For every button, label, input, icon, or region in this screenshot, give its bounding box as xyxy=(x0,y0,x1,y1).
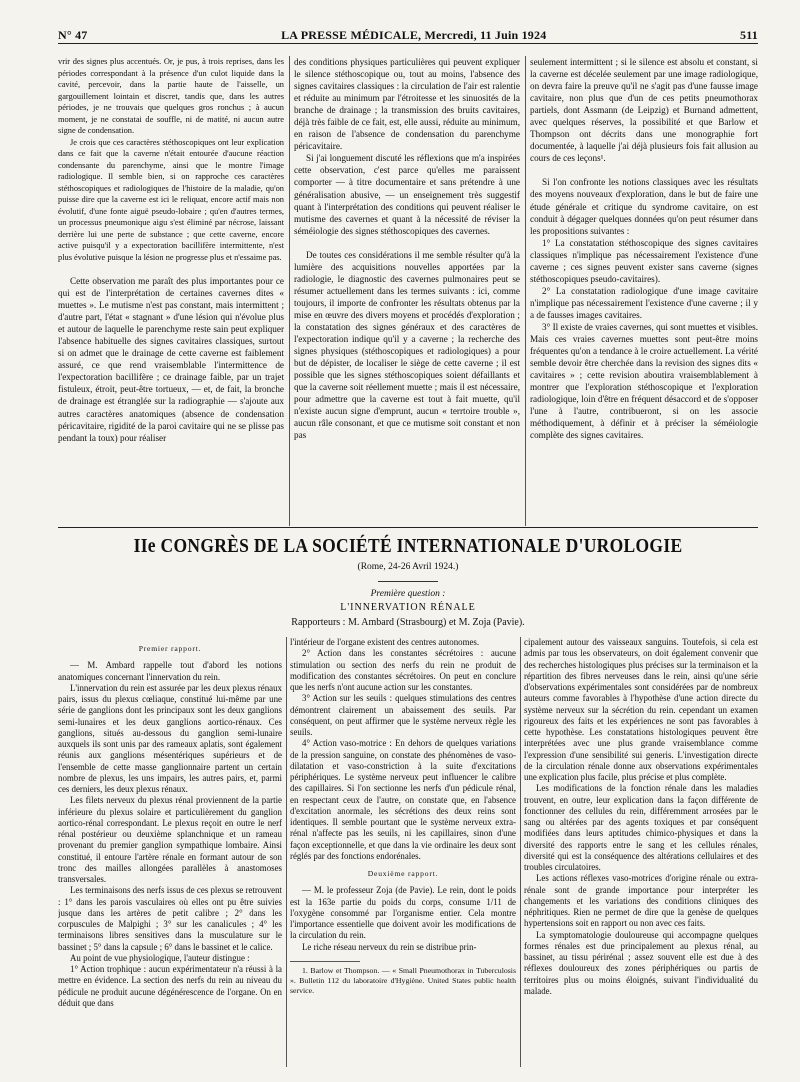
paragraph: des conditions physiques particulières qui peuvent expliquer le silence stéthoscopique ou, tout au moins, l'absence des signes cavitaires classiques : la circulation de l'air est ralentie et réduite au minimum par l'étroitesse et les sinuosités de la branche de drainage ; la transmission des bruits cavitaires, déjà très faible de ce fait, est, elle aussi, réduite au minimum, en raison de l'absence de condensation du parenchyme péricavitaire. xyxy=(294,57,520,152)
congress-subtitle: (Rome, 24-26 Avril 1924.) xyxy=(357,562,459,572)
top-column-1 xyxy=(58,56,284,526)
paragraph: Les filets nerveux du plexus rénal proviennent de la partie inférieure du plexus solaire et particulièrement du ganglion aortico-rénal correspondant. Le plexus reçoit en outre le nerf rénal postérieur ou deuxième splanchnique et un rameau provenant du premier ganglion sympathique lombaire. Ainsi constitué, il entoure l'artère rénale en formant autour de son tronc des mailles allongées parallèles à anastomoses transversales. xyxy=(58,795,282,884)
issue-number: N° 47 xyxy=(58,28,88,42)
paragraph: 3° Il existe de vraies cavernes, qui sont muettes et visibles. Mais ces vraies cavernes muettes sont peut-être moins fréquentes qu'on a tendance à le croire actuellement. La vérité semble devoir être cherchée dans la revision des signes dits « cavitaires » ; cette revision aboutira vraisemblablement à montrer que l'exploration stéthoscopique et l'exploration radiologique, loin d'être en fréquent désaccord et de s'opposer l'une à l'autre, contribueront, si on les associe méthodiquement, à définir et à préciser la séméiologie complète des signes cavitaires. xyxy=(530,321,758,441)
section-rule xyxy=(58,527,758,528)
column-rule xyxy=(289,56,290,526)
top-column-3 xyxy=(530,56,758,526)
paragraph: vrir des signes plus accentués. Or, je pus, à trois reprises, dans les périodes correspondant à la présence d'un culot liquide dans la cavité, percevoir, dans la partie haute de l'aisselle, un gargouillement lointain et discret, tandis que, dans les autres périodes, je ne trouvais que quelques gros ronchus ; à aucun moment, je ne constatai de souffle, ni de matité, ni aucun autre signe de condensation. xyxy=(58,57,284,135)
rapporteurs-line: Rapporteurs : M. Ambard (Strasbourg) et M. Zoja (Pavie). xyxy=(291,617,525,628)
paragraph: Cette observation me paraît des plus importantes pour ce qui est de l'interprétation de certaines cavernes dites « muettes ». Le mutisme n'est pas constant, mais intermittent ; d'autre part, l'état « stagnant » d'une lésion qui n'évolue plus et autour de laquelle le parenchyme reste sain peut expliquer l'absence habituelle des signes cavitaires classiques, surtout si on admet que le drainage de cette caverne est faiblement assuré, ce que rend vraisemblable l'intermittence de l'expectoration bacillifère ; ce drainage faible, par un trajet fistuleux, étroit, peut-être tortueux, — et, de fait, la bronche de drainage est étranglée sur la radiographie — s'ajoute aux autres caractères anatomiques (absence de condensation péricavitaire, rigidité de la paroi cavitaire qui ne se plisse pas pendant la toux) pour réaliser xyxy=(58,276,284,443)
paragraph: L'innervation du rein est assurée par les deux plexus rénaux pairs, issus du plexus cœliaque, constitué lui-même par une série de ganglions dont les principaux sont les deux ganglions semi-lunaires et les deux ganglions aortico-rénaux. Ces ganglions, situés au-dessous du ganglion semi-lunaire auxquels ils sont unis par des rameaux aplatis, sont également réunis aux ganglions mésentériques supérieurs et de l'ensemble de cette masse ganglionnaire partent un certain nombre de plexus, les uns impairs, les autres pairs, et, parmi ces derniers, les deux plexus rénaux. xyxy=(58,682,282,794)
column-rule xyxy=(286,637,287,1067)
paragraph: Les terminaisons des nerfs issus de ces plexus se retrouvent : 1° dans les parois vasculaires où elles ont pu être suivies jusque dans les artères de petit calibre ; 2° dans les corpuscules de Malpighi ; 3° sur les canalicules ; 4° les terminaisons libres sensitives dans la musculature sur le bassinet ; 5° dans la capsule ; 6° dans le bassinet et le calice. xyxy=(58,885,282,952)
paragraph: 3° Action sur les seuils : quelques stimulations des centres démontrent clairement un abaissement des seuils. Par conséquent, on peut affirmer que le système nerveux règle les seuils. xyxy=(290,693,516,737)
column-rule xyxy=(525,56,526,526)
paragraph: 2° Action dans les constantes sécrétoires : aucune stimulation ou section des nerfs du rein ne produit de modification des constantes sécrétoires. On peut en conclure que les nerfs n'ont aucune action sur les constantes. xyxy=(290,648,516,692)
column-rule xyxy=(520,637,521,1067)
article-top xyxy=(58,56,758,526)
paragraph: — M. le professeur Zoja (de Pavie). Le rein, dont le poids est la 163e partie du poids du corps, consume 1/11 de l'oxygène consommé par l'organisme entier. Cela montre l'importance essentielle que doivent avoir les modifications de la circulation du rein. xyxy=(290,885,516,941)
footnote: 1. Barlow et Thompson. — « Small Pneumothorax in Tuberculosis ». Bulletin 112 du laboratoire d'Hygiène. United States public health service. xyxy=(290,965,516,995)
paragraph: Au point de vue physiologique, l'auteur distingue : xyxy=(70,952,250,963)
paragraph: 4° Action vaso-motrice : En dehors de quelques variations de la pression sanguine, on constate des phénomènes de vaso-dilatation et vaso-constriction à la suite d'excitations périphériques. Le système nerveux peut influencer le calibre des capillaires. Si l'on sectionne les nerfs d'un pédicule rénal, en respectant ceux de l'autre, on constate que, en l'absence d'excitation anormale, les sécrétions des deux reins sont identiques. Il semble pourtant que le système nerveux extra-rénal n'affecte pas les seuils, ni les capillaires, sinon d'une façon exceptionnelle, et que dans la vie ordinaire les deux sont réglés par des fonctions endorénales. xyxy=(290,738,516,861)
bottom-column-2 xyxy=(290,637,516,1067)
bottom-column-3 xyxy=(524,637,758,1067)
report-heading: Premier rapport. xyxy=(138,644,202,653)
paragraph: cipalement autour des vaisseaux sanguins. Toutefois, si cela est admis par tous les observateurs, on doit également convenir que des recherches histologiques plus précises sur la terminaison et la répartition des fibres nerveuses dans le rein, ainsi qu'une série d'observations expérimentales sont considérées par de nombreux auteurs comme favorables à l'hypothèse d'une action directe du système nerveux sur la sécrétion du rein. cependant un examen rigoureux des faits et les expériences ne sont pas favorables à cette hypothèse. Les constatations histologiques peuvent être interprétées avec une plus grande vraisemblance comme l'expression d'une sensibilité sui generis. L'investigation directe de la circulation rénale donne aux observations expérimentales une explication plus facile, plus précise et plus complète. xyxy=(524,637,758,782)
paragraph: Je crois que ces caractères stéthoscopiques ont leur explication dans ce fait que la caverne n'était entourée d'aucune réaction condensante du parenchyme, ainsi que le montre l'image radiologique. Il semble bien, si on rapproche ces caractères stéthoscopiques et radiologiques de l'histoire de la maladie, qu'on puisse dire que la caverne est ici le reliquat, encore actif mais non évolutif, d'une fonte aiguë pseudo-lobaire ; qu'en d'autres termes, un processus pneumonique aigu s'est éliminé par nécrose, laissant derrière lui une perte de substance ; que cette caverne, encore active puisqu'il y a expectoration bacillifère intermittente, n'est plus évolutive puisque la lésion ne progresse plus et n'essaime pas. xyxy=(58,137,284,262)
paragraph: l'intérieur de l'organe existent des centres autonomes. xyxy=(290,637,480,647)
article-bottom xyxy=(58,637,758,1067)
bottom-column-1 xyxy=(58,637,282,1067)
paragraph: Si l'on confronte les notions classiques avec les résultats des moyens nouveaux d'exploration, dans le but de faire une étude générale et critique du syndrome cavitaire, on est conduit à dégager quelques données qu'on peut résumer dans les propositions suivantes : xyxy=(530,177,758,236)
paragraph: 1° La constatation stéthoscopique des signes cavitaires classiques n'implique pas nécessairement l'existence d'une caverne ; ces signes peuvent exister sans caverne (signes stéthoscopiques pseudo-cavitaires). xyxy=(530,237,758,284)
journal-title: LA PRESSE MÉDICALE, Mercredi, 11 Juin 1924 xyxy=(281,28,547,42)
paragraph: Si j'ai longuement discuté les réflexions que m'a inspirées cette observation, c'est parce qu'elles me paraissent comporter — à titre documentaire et sans prétendre à une généralisation abusive, — un enseignement très suggestif quant à l'interprétation des conditions qui peuvent réaliser le mutisme des cavernes et quant à la nécessité de réviser la séméiologie des signes stéthoscopiques des cavernes. xyxy=(294,153,520,236)
paragraph: Les modifications de la fonction rénale dans les maladies trouvent, en outre, leur explication dans la façon différente de fonctionner des cellules du rein, différemment arrosées par le sang ou altérées par des agents toxiques et par conséquent modifiées dans leurs aptitudes chimico-physiques et dans la diversité des rapports entre le sang et les cellules rénales, diversité qui est la conséquence des altérations cellulaires et des troubles circulatoires. xyxy=(524,783,758,872)
topic-title: L'INNERVATION RÉNALE xyxy=(340,602,476,613)
paragraph: — M. Ambard rappelle tout d'abord les notions anatomiques concernant l'innervation du rein. xyxy=(58,660,282,682)
paragraph: De toutes ces considérations il me semble résulter qu'à la lumière des acquisitions nouvelles apportées par la radiologie, le diagnostic des cavernes pulmonaires peut se résumer actuellement dans les termes suivants : ici, comme toujours, il importe de confronter les résultats obtenus par la mise en œuvre des divers moyens et procédés d'exploration ; la constatation des signes généraux et des caractères de l'expectoration indique qu'il y a caverne ; la recherche des signes physiques (stéthoscopiques et radiologiques) a pour but de dépister, de localiser le siège de cette caverne ; il est possible que les signes stéthoscopiques soient défaillants et que la caverne soit réellement muette ; mais il est nécessaire, pour admettre que la caverne est tout à fait muette, qu'il n'existe aucun signe d'emprunt, aucun « terrtoire trouble », aucun râle consonant, et que ce mutisme soit constant et non pas xyxy=(294,249,520,441)
paragraph: Le riche réseau nerveux du rein se distribue prin- xyxy=(302,941,477,952)
small-rule xyxy=(378,581,438,582)
top-column-2 xyxy=(294,56,520,526)
report-heading: Deuxième rapport. xyxy=(367,869,439,878)
paragraph: Les actions réflexes vaso-motrices d'origine rénale ou extra-rénale sont de grande importance pour interpréter les changements et les variations des conditions cliniques des néphritiques. Rien ne permet de dire que la genèse de quelques hypertensions soit en rapport ou non avec ces faits. xyxy=(524,873,758,929)
page-number: 511 xyxy=(740,28,758,42)
congress-title: IIe CONGRÈS DE LA SOCIÉTÉ INTERNATIONALE D'UROLOGIE xyxy=(133,533,683,557)
header-rule xyxy=(58,43,758,44)
paragraph: La symptomatologie douloureuse qui accompagne quelques formes rénales est due principalement au plexus rénal, au bassinet, au tissu périrénal ; assez souvent elle est due à des réflexes douloureux des zones périphériques ou partis de territoires plus ou moins éloignés, suivant l'individualité du malade. xyxy=(524,929,758,996)
paragraph: 1° Action trophique : aucun expérimentateur n'a réussi à la mettre en évidence. La section des nerfs du rein au niveau du pédicule ne produit aucune dégénérescence de l'organe. On en déduit que dans xyxy=(58,964,282,1008)
paragraph: 2° La constatation radiologique d'une image cavitaire n'implique pas nécessairement l'existence d'une caverne ; il y a de fausses images cavitaires. xyxy=(530,285,758,320)
footnote-rule xyxy=(290,961,360,962)
paragraph: seulement intermittent ; si le silence est absolu et constant, si la caverne est décelée seulement par une image radiologique, on devra faire la preuve qu'il ne s'agit pas d'une fausse image cavitaire, non plus que d'un de ces petits pneumothorax partiels, dont Assmann (de Leipzig) et Burnand admettent, avec quelques réserves, la possibilité et que Barlow et Thompson ont décrits dans une monographie fort documentée, à laquelle j'ai déjà plusieurs fois fait allusion au cours de ces leçons¹. xyxy=(530,57,758,164)
question-label: Première question : xyxy=(370,589,446,599)
page-header xyxy=(58,28,758,43)
